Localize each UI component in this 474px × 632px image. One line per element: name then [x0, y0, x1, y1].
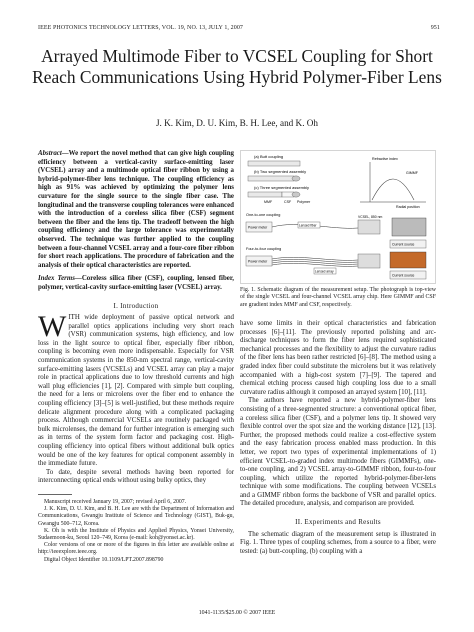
label-one-to-one: One-to-one coupling	[246, 213, 281, 217]
polymer-lens-c	[292, 192, 300, 197]
label-power-meter-1: Power meter	[248, 225, 268, 230]
right-paragraph-1: have some limits in their optical characteristics and fabrication processes [6]–[11]. The previously reported polishing and arc-discharge techniques to form the fiber lens required sophisticated mechanical processes and the flexibility to adjust the curvature radius of the fiber lens has been rather restricted [6]–[8]. The method using a graded index fiber could substitute the microlens but it was relatively accompanied with a high-cost system [7]–[9]. The tapered and chemical etching process caused high coupling loss due to a small curvature radius although it composed an arrayed system [10], [11].	[240, 320, 436, 396]
intro-paragraph-1	[38, 310, 234, 469]
label-lensed-fiber: Lensed fiber	[299, 223, 317, 228]
label-power-meter-2: Power meter	[248, 259, 268, 264]
fiber-a	[248, 161, 300, 166]
label-two-seg: (b) Two segmented assembly	[254, 169, 307, 174]
label-mmf: MMF	[264, 200, 273, 204]
footnote-affiliation-yonsei: K. Oh is with the Institute of Physics and Applied Physics, Yonsei University, Sudaemoon-ku, Seoul 120–749, Korea (e-mail: koh@yonsei.ac.kr).	[38, 527, 234, 541]
footnote-received: Manuscript received January 19, 2007; revised April 6, 2007.	[44, 498, 187, 505]
label-four-to-four: Four-to-four coupling	[246, 247, 282, 251]
fiber-b	[248, 176, 294, 181]
polymer-lens-b	[292, 176, 300, 181]
label-csf: CSF	[284, 200, 292, 204]
drop-cap: W	[38, 310, 67, 344]
label-butt-coupling: (a) Butt coupling	[254, 154, 284, 159]
right-paragraph-2: The authors have reported a new hybrid-polymer-fiber lens consisting of a three-segmented structure: a conventional optical fiber, a coreless silica fiber (CSF), and a polymer lens tip. It showed very flexible control over the spot size and the working distance [12], [13]. Further, the proposed methods could realize a cost-effective system and the easy fabrication process enabled mass production. In this letter, we report two types of experimental implementations of 1) efficient VCSEL-to-graded index multimode fibers (GIMMFs), one-to-one coupling, and 2) VCSEL array-to-GIMMF ribbon, four-to-four coupling, which utilize the reported hybrid-polymer-fiber-lens technique with some modifications. The coupling between VCSELs and a GIMMF ribbon forms the backbone of VSR and parallel optics. The detailed procedure, analysis, and comparison are provided.	[240, 397, 436, 508]
author-list: J. K. Kim, D. U. Kim, B. H. Lee, and K. Oh	[155, 118, 319, 128]
footnote-affiliation-gist: J. K. Kim, D. U. Kim, and B. H. Lee are with the Department of Information and Communications, Gwangju Institute of Science and Technology (GIST), Buk-gu, Gwangju 500–712, Korea.	[38, 506, 234, 527]
running-header	[38, 25, 440, 35]
abstract	[38, 150, 234, 270]
journal-header: IEEE PHOTONICS TECHNOLOGY LETTERS, VOL. 19, NO. 13, JULY 1, 2007	[38, 25, 244, 31]
section-heading-introduction: I. Introduction	[113, 301, 159, 310]
footnote-rule	[38, 494, 72, 495]
label-vcsel: VCSEL, 850 nm	[358, 215, 383, 219]
vcsel-stage	[358, 220, 380, 234]
vcsel-photo-single	[392, 218, 426, 236]
index-terms	[38, 275, 234, 292]
left-column	[38, 150, 234, 564]
footnote-color-versions: Color versions of one or more of the figures in this letter are available online at http://ieeexplore.ieee.org.	[38, 542, 234, 556]
index-terms-text: Coreless silica fiber (CSF), coupling, lensed fiber, polymer, vertical-cavity surface-emitting laser (VCSEL) array.	[38, 275, 235, 291]
page-footer: 1041-1135/$25.00 © 2007 IEEE	[198, 610, 276, 616]
label-current-source-2: Current source	[392, 273, 415, 278]
figure-1-caption: Fig. 1. Schematic diagram of the measurement setup. The photograph is top-view of the single VCSEL and four-channel VCSEL array chip. Here GIMMF and CSF are gradient index MMF and CSF, respectively.	[240, 287, 436, 308]
vcsel-array-photo	[390, 252, 426, 268]
right-column	[240, 320, 436, 556]
footnote-doi: Digital Object Identifier 10.1109/LPT.2007.898790	[44, 556, 164, 563]
label-polymer: Polymer	[297, 200, 311, 204]
label-radial-position: Radial position	[396, 205, 420, 209]
figure-1	[240, 150, 436, 284]
right-paragraph-3: The schematic diagram of the measurement setup is illustrated in Fig. 1. Three types of coupling schemes, from a source to a fiber, were tested: (a) butt-coupling, (b) coupling with a	[240, 530, 436, 555]
paper-title: Arrayed Multimode Fiber to VCSEL Coupling for Short Reach Communications Using Hybrid Polymer-Fiber Lens	[32, 46, 442, 87]
index-terms-label: Index Terms—	[38, 275, 82, 283]
vcsel-array-stage	[358, 254, 380, 268]
label-current-source-1: Current source	[392, 242, 415, 247]
label-gimmf: GIMMF	[406, 171, 418, 175]
fiber-c-mmf	[248, 192, 282, 197]
intro-paragraph-1-text: ITH wide deployment of passive optical network and parallel optics applications including very short reach (VSR) communication systems, high efficiency, and low loss in the light source to optical fiber, especially fiber ribbon, coupling is becoming even more indispensable. Especially for VSR communication systems in the 850-nm spectral range, vertical-cavity surface-emitting lasers (VCSELs) and VCSEL array can play a major role in practical applications due to low threshold currents and high wall plug efficiencies [1], [2]. Compared with simple butt coupling, the need for a lens or microlens over the fiber end to enhance the coupling efficiency [3]–[5] is well-justified, but these methods require delicate alignment procedure along with a complicated packaging process. Although commercial VCSELs are routinely packaged with bulk microlenses, the demand for further integration is emerging such as in terms of the system form factor and packaging cost. High-coupling efficiency into optical fibers without additional bulk optics would be one of the key features for optical component assembly in the immediate future.	[38, 314, 234, 468]
figure-1-schematic	[240, 150, 436, 284]
section-heading-experiments: II. Experiments and Results	[295, 518, 381, 527]
label-three-seg: (c) Three segmented assembly	[254, 185, 310, 190]
abstract-label: Abstract—	[38, 150, 69, 157]
label-refractive-index: Refractive index	[372, 157, 398, 161]
label-lensed-array: Lensed array	[315, 269, 334, 274]
intro-paragraph-2: To date, despite several methods having been reported for interconnecting optical ends without using bulky optics, they	[38, 468, 234, 485]
page-number: 951	[430, 25, 440, 31]
abstract-text: We report the novel method that can give high coupling efficiency between a vertical-cavity surface-emitting laser (VCSEL) array and a multimode optical fiber ribbon by using a hybrid-polymer-fiber lens technique. The coupling efficiency as high as 91% was achieved by optimizing the polymer lens curvature for the single source to the single fiber case. The longitudinal and the transverse coupling tolerances were enhanced with the introduction of a coreless silica fiber (CSF) segment between the fiber and the lens tip. The tradeoff between the high coupling efficiency and the large tolerance was experimentally observed. The technique was further applied to the coupling between a four-channel VCSEL array and a four-core fiber ribbon for short reach applications. The procedure of fabrication and the analysis of their optical characteristics are reported.	[38, 150, 234, 269]
